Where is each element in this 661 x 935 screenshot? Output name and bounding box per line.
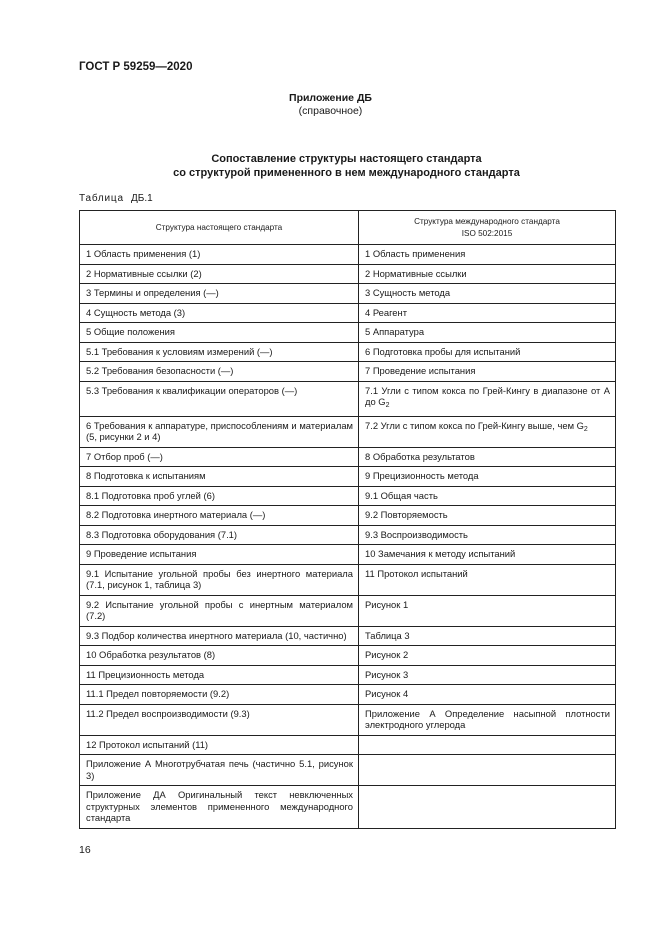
table-row [80,323,616,343]
table-caption-label: Таблица [79,193,124,204]
international-structure-cell [359,786,616,829]
section-title [0,152,661,180]
column-header-international [359,211,616,245]
international-structure-text: 7.2 Угли с типом кокса по Грей-Кингу выше, чем G [365,419,584,431]
national-structure-cell: 11.2 Предел воспроизводимости (9.3) [80,704,359,735]
international-structure-cell: 10 Замечания к методу испытаний [359,545,616,565]
national-structure-cell: 10 Обработка результатов (8) [80,646,359,666]
page-number: 16 [79,844,91,856]
table-row [80,486,616,506]
table-row [80,685,616,705]
international-structure-cell [359,755,616,786]
table-header-row [80,211,616,245]
international-structure-cell: Рисунок 1 [359,595,616,626]
column-header-international-line-2: ISO 502:2015 [461,228,513,238]
international-structure-cell: Рисунок 4 [359,685,616,705]
table-row [80,786,616,829]
table-row [80,342,616,362]
international-structure-cell [359,416,616,447]
table-caption-number: ДБ.1 [130,193,153,204]
table-row [80,245,616,265]
international-structure-cell: 9.3 Воспроизводимость [359,525,616,545]
international-structure-cell [359,381,616,416]
comparison-table [79,210,616,829]
table-row [80,467,616,487]
section-title-line-2: со структурой примененного в нем международного стандарта [173,167,520,179]
table-row [80,447,616,467]
national-structure-cell: 8 Подготовка к испытаниям [80,467,359,487]
national-structure-cell: 1 Область применения (1) [80,245,359,265]
appendix-heading [0,92,661,118]
international-structure-cell: 11 Протокол испытаний [359,564,616,595]
table-row [80,416,616,447]
national-structure-cell: Приложение ДА Оригинальный текст невключенных структурных элементов примененного международного стандарта [80,786,359,829]
national-structure-cell: 8.1 Подготовка проб углей (6) [80,486,359,506]
national-structure-cell: 5.3 Требования к квалификации операторов (—) [80,381,359,416]
column-header-international-line-1: Структура международного стандарта [414,216,560,226]
international-structure-text: 7.1 Угли с типом кокса по Грей-Кингу в диапазоне от A до G [365,384,610,407]
international-structure-cell: 9.2 Повторяемость [359,506,616,526]
table-row [80,564,616,595]
international-structure-cell: 5 Аппаратура [359,323,616,343]
national-structure-cell: 4 Сущность метода (3) [80,303,359,323]
national-structure-cell: 6 Требования к аппаратуре, приспособлениям и материалам (5, рисунки 2 и 4) [80,416,359,447]
national-structure-cell: Приложение А Многотрубчатая печь (частично 5.1, рисунок 3) [80,755,359,786]
national-structure-cell: 3 Термины и определения (—) [80,284,359,304]
table-row [80,704,616,735]
table-body [80,245,616,829]
national-structure-cell: 11 Прецизионность метода [80,665,359,685]
national-structure-cell: 5.1 Требования к условиям измерений (—) [80,342,359,362]
national-structure-cell: 2 Нормативные ссылки (2) [80,264,359,284]
national-structure-cell: 9 Проведение испытания [80,545,359,565]
international-structure-cell: Приложение А Определение насыпной плотности электродного углерода [359,704,616,735]
table-row [80,284,616,304]
table-row [80,545,616,565]
table-row [80,646,616,666]
international-structure-cell: 1 Область применения [359,245,616,265]
national-structure-cell: 11.1 Предел повторяемости (9.2) [80,685,359,705]
international-structure-cell [359,735,616,755]
international-structure-cell: Рисунок 2 [359,646,616,666]
international-structure-cell: 4 Реагент [359,303,616,323]
international-structure-cell: Таблица 3 [359,626,616,646]
international-structure-cell: 8 Обработка результатов [359,447,616,467]
national-structure-cell: 7 Отбор проб (—) [80,447,359,467]
national-structure-cell: 8.3 Подготовка оборудования (7.1) [80,525,359,545]
table-row [80,506,616,526]
international-structure-cell: 9.1 Общая часть [359,486,616,506]
national-structure-cell: 5 Общие положения [80,323,359,343]
international-structure-cell: 7 Проведение испытания [359,362,616,382]
table-row [80,264,616,284]
international-structure-cell: 6 Подготовка пробы для испытаний [359,342,616,362]
table-caption [79,193,153,204]
national-structure-cell: 5.2 Требования безопасности (—) [80,362,359,382]
table-row [80,595,616,626]
table-row [80,362,616,382]
document-code: ГОСТ Р 59259—2020 [79,61,193,73]
international-structure-cell: 2 Нормативные ссылки [359,264,616,284]
table-row [80,626,616,646]
international-structure-cell: Рисунок 3 [359,665,616,685]
national-structure-cell: 9.1 Испытание угольной пробы без инертного материала (7.1, рисунок 1, таблица 3) [80,564,359,595]
table-row [80,381,616,416]
table-row [80,755,616,786]
table-row [80,665,616,685]
national-structure-cell: 9.2 Испытание угольной пробы с инертным материалом (7.2) [80,595,359,626]
national-structure-cell: 9.3 Подбор количества инертного материала (10, частично) [80,626,359,646]
national-structure-cell: 12 Протокол испытаний (11) [80,735,359,755]
section-title-line-1: Сопоставление структуры настоящего стандарта [211,153,482,165]
table-row [80,303,616,323]
appendix-title: Приложение ДБ [289,92,372,104]
international-structure-cell: 3 Сущность метода [359,284,616,304]
appendix-note: (справочное) [298,105,363,117]
international-structure-cell: 9 Прецизионность метода [359,467,616,487]
table-row [80,735,616,755]
column-header-national: Структура настоящего стандарта [80,211,359,245]
subscript: 2 [385,402,390,409]
national-structure-cell: 8.2 Подготовка инертного материала (—) [80,506,359,526]
subscript: 2 [583,425,588,433]
table-row [80,525,616,545]
